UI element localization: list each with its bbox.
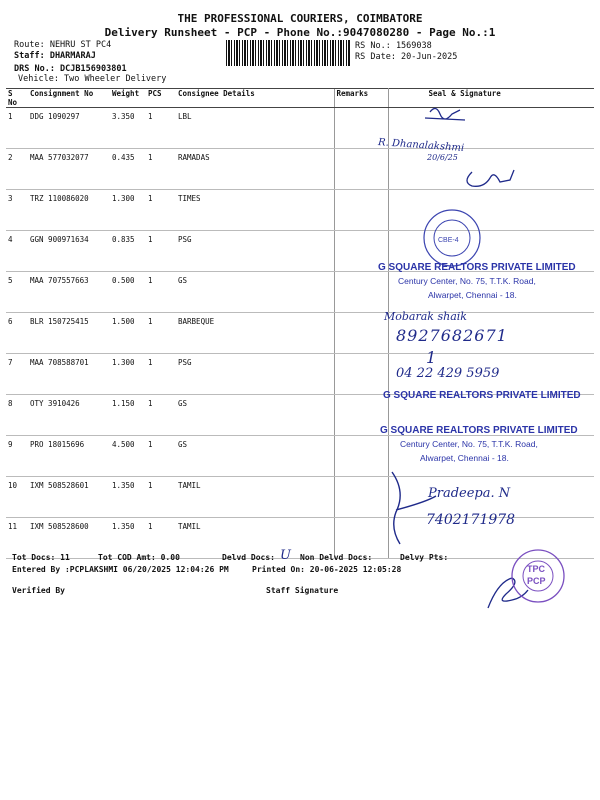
cell-consignee: GS xyxy=(176,436,334,477)
cell-pcs: 1 xyxy=(146,272,176,313)
vehicle-label: Vehicle: Two Wheeler Delivery xyxy=(18,74,167,84)
cell-consignee: TAMIL xyxy=(176,477,334,518)
cell-sno: 4 xyxy=(6,231,28,272)
cell-pcs: 1 xyxy=(146,190,176,231)
cell-pcs: 1 xyxy=(146,149,176,190)
cell-consignment-no: MAA 577032077 xyxy=(28,149,110,190)
cell-pcs: 1 xyxy=(146,395,176,436)
cell-consignment-no: MAA 707557663 xyxy=(28,272,110,313)
cell-consignment-no: BLR 150725415 xyxy=(28,313,110,354)
cell-sno: 10 xyxy=(6,477,28,518)
cell-weight: 4.500 xyxy=(110,436,146,477)
gsquare-stamp-row-9: G SQUARE REALTORS PRIVATE LIMITED xyxy=(380,425,578,436)
cell-consignment-no: OTY 3910426 xyxy=(28,395,110,436)
cell-sno: 8 xyxy=(6,395,28,436)
signature-row-1 xyxy=(425,108,465,120)
tpc-stamp-text-2: PCP xyxy=(527,576,546,586)
cell-consignment-no: DDG 1090297 xyxy=(28,108,110,149)
cell-consignment-no: GGN 900971634 xyxy=(28,231,110,272)
gsquare-stamp-city-row-9: Alwarpet, Chennai - 18. xyxy=(420,453,509,463)
rs-date: RS Date: 20-Jun-2025 xyxy=(355,52,458,62)
cell-sno: 1 xyxy=(6,108,28,149)
gsquare-stamp-address-row-5: Century Center, No. 75, T.T.K. Road, xyxy=(398,276,536,286)
staff-signature-label: Staff Signature xyxy=(266,586,339,595)
cell-pcs: 1 xyxy=(146,518,176,559)
cell-weight: 1.300 xyxy=(110,190,146,231)
signature-row-6-phone: 8927682671 xyxy=(396,326,508,345)
cell-sno: 11 xyxy=(6,518,28,559)
cell-consignment-no: IXM 508528600 xyxy=(28,518,110,559)
printed-on: Printed On: 20-06-2025 12:05:28 xyxy=(252,565,402,574)
cell-pcs: 1 xyxy=(146,354,176,395)
cell-pcs: 1 xyxy=(146,436,176,477)
gsquare-stamp-address-row-9: Century Center, No. 75, T.T.K. Road, xyxy=(400,439,538,449)
cell-consignee: PSG xyxy=(176,354,334,395)
cell-consignee: GS xyxy=(176,395,334,436)
cell-sno: 7 xyxy=(6,354,28,395)
signature-row-3 xyxy=(467,170,514,186)
svg-text:CBE-4: CBE-4 xyxy=(438,237,459,244)
drs-label: DRS No.: DCJB156903801 xyxy=(14,64,127,74)
staff-label: Staff: DHARMARAJ xyxy=(14,51,96,61)
col-header-consignment: Consignment No xyxy=(28,89,110,108)
cell-consignee: RAMADAS xyxy=(176,149,334,190)
signature-row-10-phone: 7402171978 xyxy=(426,512,516,528)
col-header-pcs: PCS xyxy=(146,89,176,108)
cell-consignee: TIMES xyxy=(176,190,334,231)
signature-row-6-name: Mobarak shaik xyxy=(384,310,467,323)
cell-pcs: 1 xyxy=(146,313,176,354)
cell-sno: 6 xyxy=(6,313,28,354)
total-docs: Tot Docs: 11 xyxy=(12,553,70,562)
col-header-remarks: Remarks xyxy=(334,89,388,108)
gsquare-stamp-city-row-5: Alwarpet, Chennai - 18. xyxy=(428,290,517,300)
gsquare-stamp-row-5: G SQUARE REALTORS PRIVATE LIMITED xyxy=(378,262,576,273)
cell-weight: 1.350 xyxy=(110,477,146,518)
cell-consignee: BARBEQUE xyxy=(176,313,334,354)
total-cod-amount: Tot COD Amt: 0.00 xyxy=(98,553,180,562)
cell-consignment-no: IXM 508528601 xyxy=(28,477,110,518)
cell-consignment-no: PRO 18015696 xyxy=(28,436,110,477)
psg-round-stamp xyxy=(424,210,480,266)
cell-sno: 3 xyxy=(6,190,28,231)
route-label: Route: NEHRU ST PC4 xyxy=(14,40,112,50)
entered-by: Entered By :PCPLAKSHMI 06/20/2025 12:04:26 PM xyxy=(12,565,229,574)
cell-weight: 1.300 xyxy=(110,354,146,395)
document-subtitle: Delivery Runsheet - PCP - Phone No.:9047080280 - Page No.:1 xyxy=(104,26,496,39)
col-header-sno: S No xyxy=(6,89,28,108)
cell-weight: 0.435 xyxy=(110,149,146,190)
cell-consignment-no: TRZ 110086020 xyxy=(28,190,110,231)
cell-consignee: GS xyxy=(176,272,334,313)
delivered-docs: Delvd Docs: xyxy=(222,553,275,562)
staff-signature-mark xyxy=(488,578,528,608)
document-title: THE PROFESSIONAL COURIERS, COIMBATORE xyxy=(177,12,423,25)
signature-row-2-date: 20/6/25 xyxy=(427,153,458,162)
psg-handwritten-mark: 1 xyxy=(426,348,437,367)
col-header-consignee: Consignee Details xyxy=(176,89,334,108)
signature-row-10-name: Pradeepa. N xyxy=(428,486,511,501)
non-delivered-docs: Non Delvd Docs: xyxy=(300,553,373,562)
cell-pcs: 1 xyxy=(146,231,176,272)
cell-weight: 1.500 xyxy=(110,313,146,354)
cell-weight: 0.835 xyxy=(110,231,146,272)
cell-consignee: TAMIL xyxy=(176,518,334,559)
rs-number: RS No.: 1569038 xyxy=(355,41,432,51)
cell-sno: 2 xyxy=(6,149,28,190)
cell-weight: 1.350 xyxy=(110,518,146,559)
tpc-stamp-text-1: TPC xyxy=(527,564,545,574)
cell-weight: 0.500 xyxy=(110,272,146,313)
cell-consignee: PSG xyxy=(176,231,334,272)
signature-row-7-phone: 04 22 429 5959 xyxy=(396,366,500,381)
cell-sno: 5 xyxy=(6,272,28,313)
cell-weight: 3.350 xyxy=(110,108,146,149)
cell-sno: 9 xyxy=(6,436,28,477)
col-header-signature: Seal & Signature xyxy=(388,89,594,108)
delivery-points: Delvy Pts: xyxy=(400,553,449,562)
cell-consignment-no: MAA 708588701 xyxy=(28,354,110,395)
cell-pcs: 1 xyxy=(146,477,176,518)
cell-weight: 1.150 xyxy=(110,395,146,436)
signature-row-10 xyxy=(392,472,436,544)
cell-consignee: LBL xyxy=(176,108,334,149)
delivered-docs-handwritten: U xyxy=(280,548,291,563)
cell-pcs: 1 xyxy=(146,108,176,149)
verified-by: Verified By xyxy=(12,586,65,595)
col-header-weight: Weight xyxy=(110,89,146,108)
gsquare-stamp-row-8: G SQUARE REALTORS PRIVATE LIMITED xyxy=(383,390,581,401)
signature-row-2-name: R. Dhanalakshmi xyxy=(377,137,465,154)
